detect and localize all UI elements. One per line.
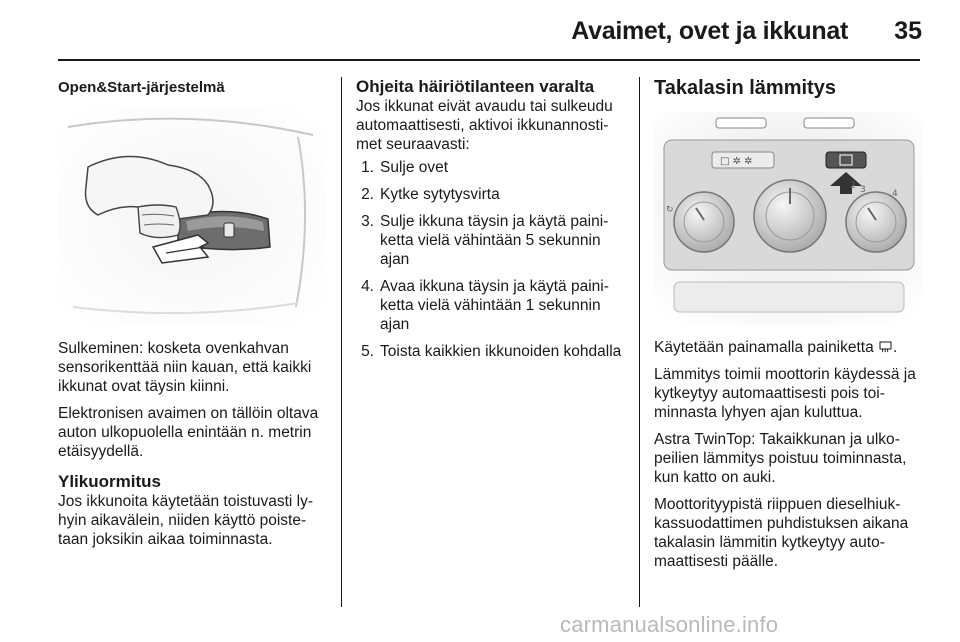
page-header [0,0,960,60]
svg-text:□ ✲ ✲: □ ✲ ✲ [720,156,753,167]
climate-control-illustration [654,112,922,324]
troubleshooting-steps [356,158,624,361]
key-distance-paragraph: Elektronisen avaimen on tällöin oltava auton ulkopuolella enintään n. metrin etäisyydellä. [58,405,319,460]
list-item: 1. Sulje ovet [361,159,449,176]
twintop-paragraph: Astra TwinTop: Takaikkunan ja ulkopeilien lämmitys poistuu toiminnasta, kun katto on auki. [654,431,907,486]
diesel-filter-paragraph: Moottorityypistä riippuen dieselhiukkassuodattimen puhdistuksen aikana takalasin lämmitin kytkeytyy automaattisesti päälle. [654,496,909,570]
list-item: 3. Sulje ikkuna täysin ja käytä painiketta vielä vähintään 5 sekunnin ajan [361,213,609,268]
closing-paragraph: Sulkeminen: kosketa ovenkahvan sensorikenttää niin kauan, että kaikki ikkunat ovat täysin kiinni. [58,340,312,395]
climate-panel-icon [654,112,922,324]
column-divider-right [639,77,640,607]
svg-text:↻: ↻ [666,205,674,215]
list-item: 4. Avaa ikkuna täysin ja käytä painiketta vielä vähintään 1 sekunnin ajan [361,278,609,333]
page-number: 35 [894,17,922,45]
list-item: 2. Kytke sytytysvirta [361,186,500,203]
watermark: carmanualsonline.info [560,612,779,637]
troubleshooting-intro: Jos ikkunat eivät avaudu tai sulkeudu automaattisesti, aktivoi ikkunannostimet seuraavasti: [356,98,613,153]
overload-paragraph: Jos ikkunoita käytetään toistuvasti lyhyin aikavälein, niiden käyttö poistetaan joksikin aikaa toiminnasta. [58,493,314,548]
rear-heating-title: Takalasin lämmitys [654,77,836,99]
rear-window-heating-icon [879,341,892,353]
troubleshooting-heading: Ohjeita häiriötilanteen varalta [356,77,595,96]
column-divider-left [341,77,342,607]
overload-heading: Ylikuormitus [58,472,161,491]
list-item: 5. Toista kaikkien ikkunoiden kohdalla [361,343,622,360]
rear-heating-usage: Käytetään painamalla painiketta . [654,339,898,356]
svg-text:3: 3 [860,185,866,195]
column-rear-window-heating [654,70,922,579]
column-troubleshooting [356,70,624,369]
heating-operation-paragraph: Lämmitys toimii moottorin käydessä ja kytkeytyy automaattisesti pois toiminnasta lyhyen ajan kuluttua. [654,366,916,421]
open-start-heading: Open&Start-järjestelmä [58,79,225,96]
door-handle-illustration [58,107,326,325]
header-divider [58,59,920,61]
door-handle-hand-icon [58,107,326,325]
svg-text:2: 2 [850,181,856,191]
svg-text:4: 4 [892,189,898,199]
column-open-start [58,70,326,549]
page-title: Avaimet, ovet ja ikkunat [571,17,848,45]
